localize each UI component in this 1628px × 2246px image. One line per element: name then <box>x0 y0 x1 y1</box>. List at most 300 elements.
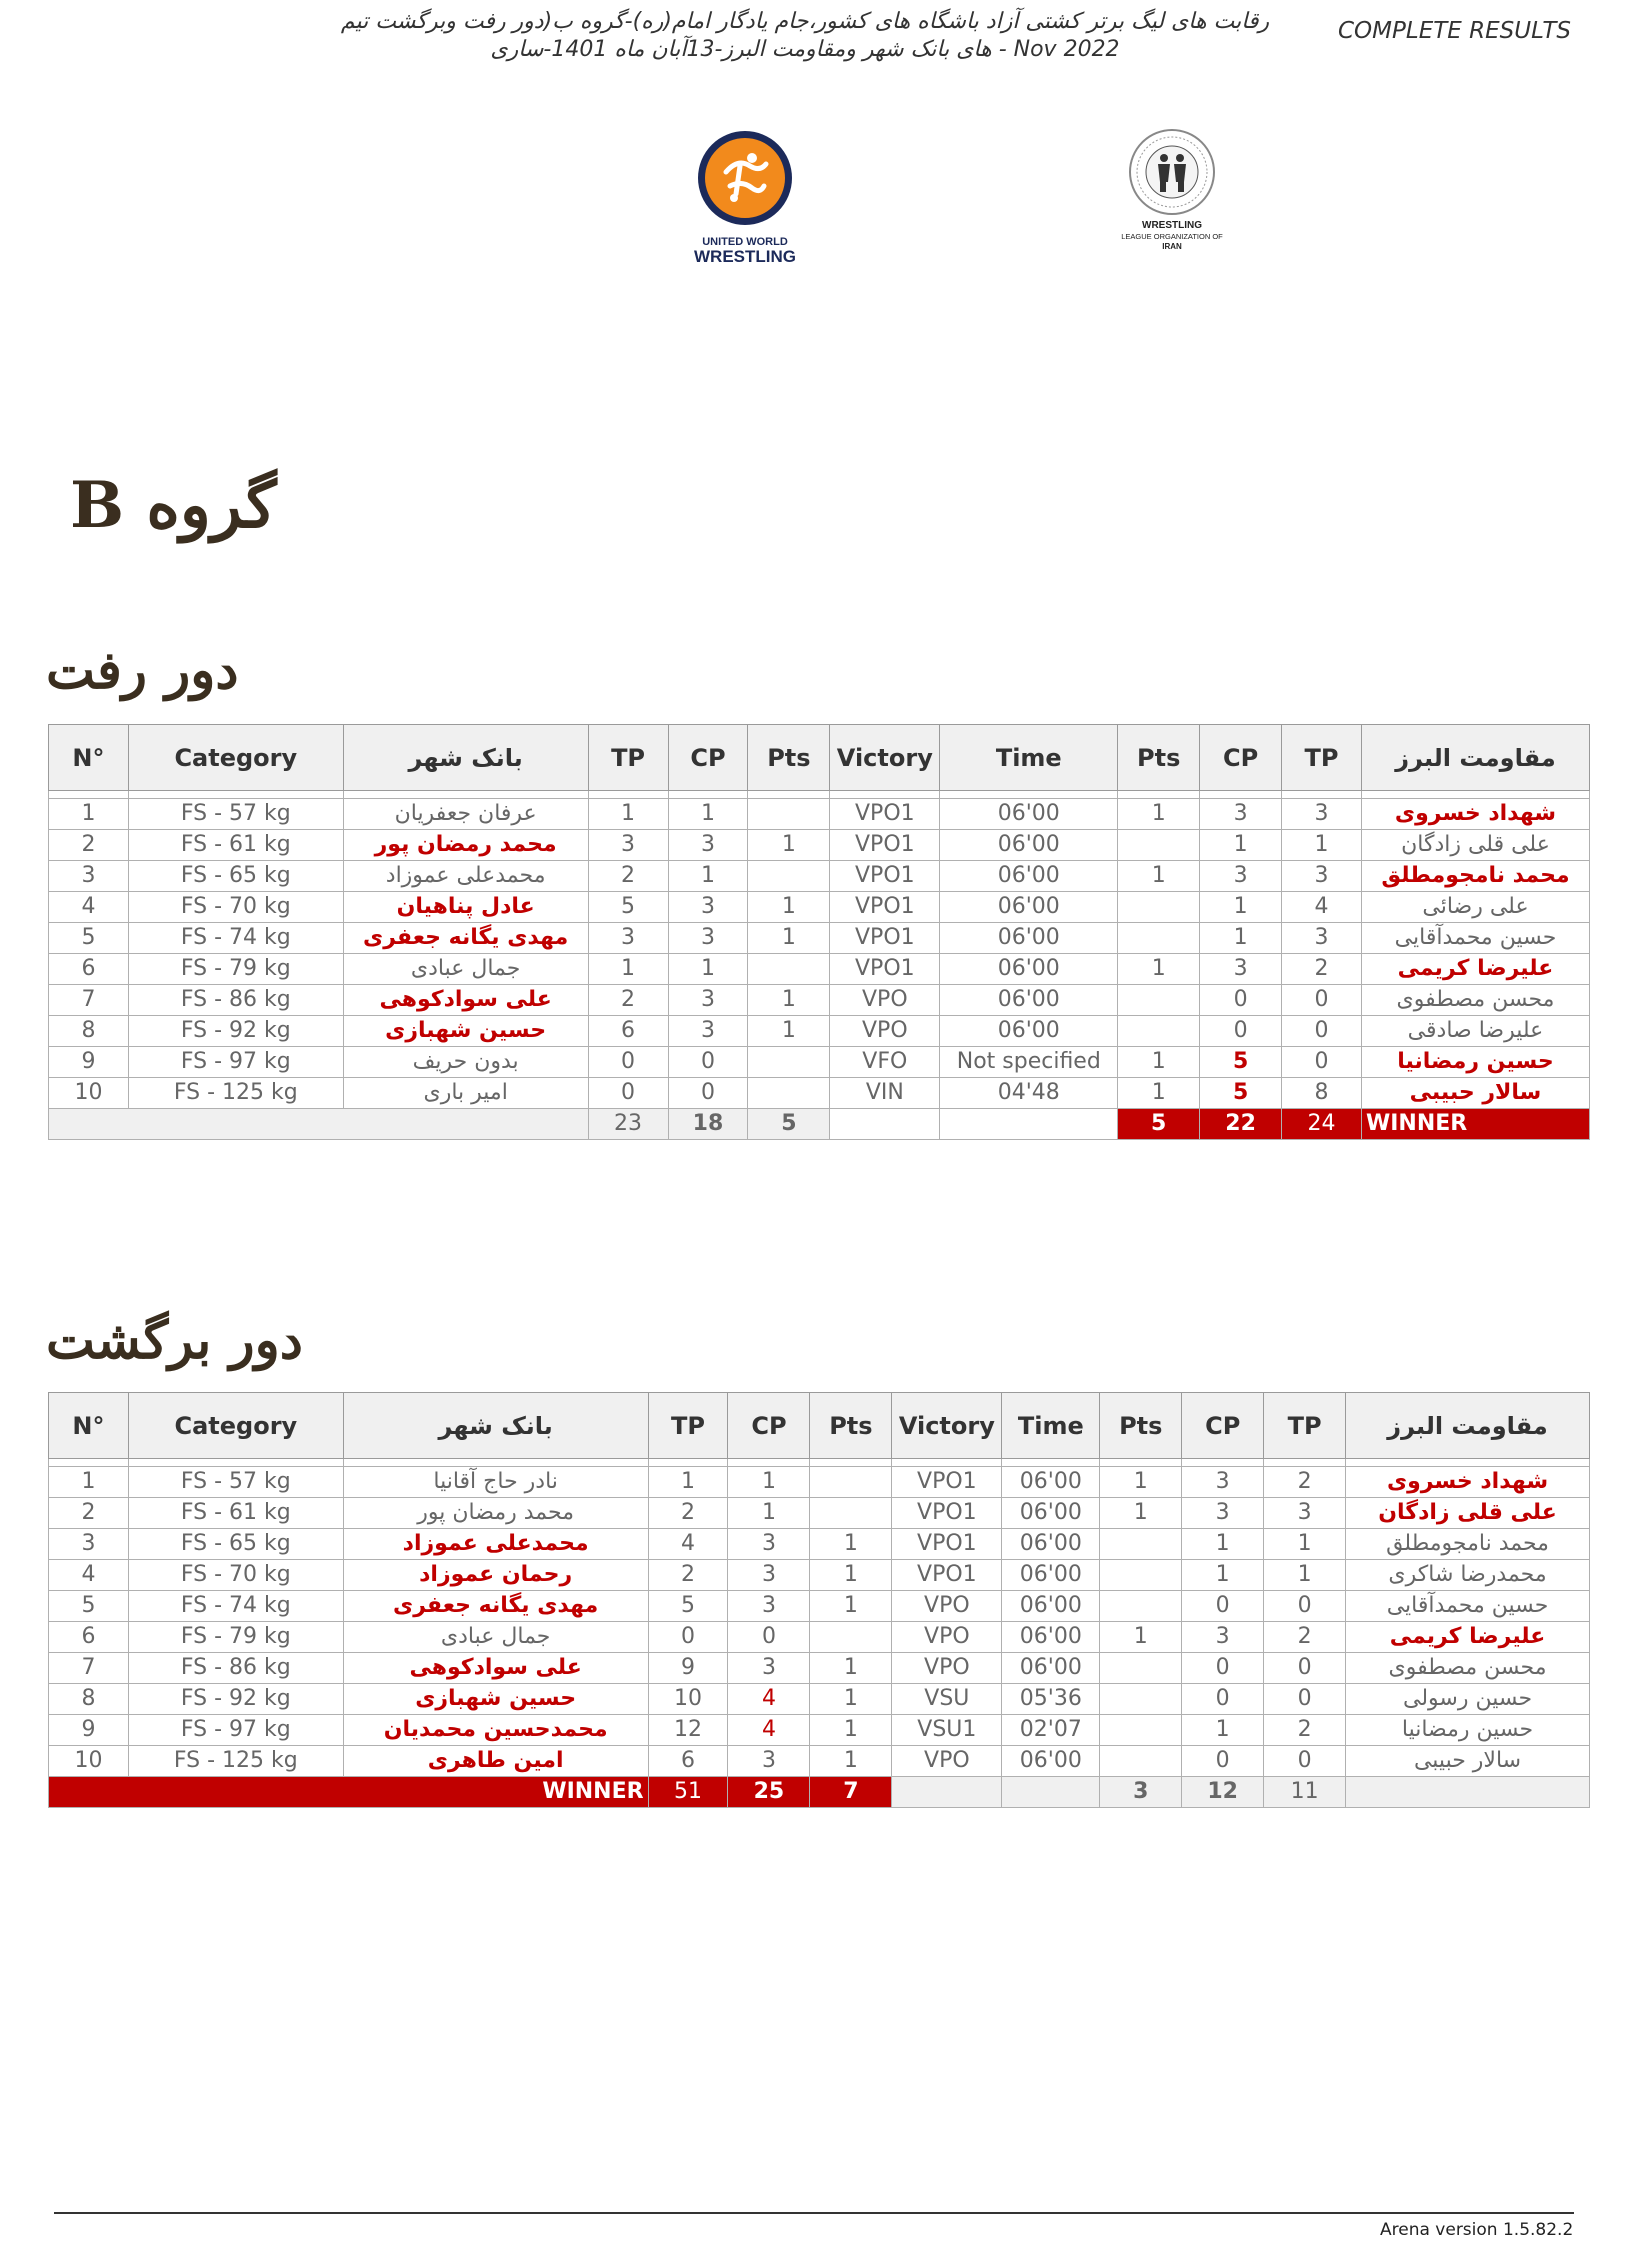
header-spacer <box>49 791 1590 799</box>
team-b-pts: 1 <box>1118 954 1200 985</box>
bout-number: 6 <box>49 1622 129 1653</box>
col-header-category: Category <box>128 1393 343 1459</box>
weight-category: FS - 92 kg <box>128 1016 343 1047</box>
weight-category: FS - 65 kg <box>128 1529 343 1560</box>
col-header-team-b-cp: CP <box>1200 725 1282 791</box>
col-header-team-a-tp: TP <box>588 725 668 791</box>
victory-type: VFO <box>830 1047 940 1078</box>
table-row <box>49 1653 1590 1684</box>
wl-logo-line3: IRAN <box>1162 242 1182 251</box>
team-b-cp: 3 <box>1200 861 1282 892</box>
team-b-tp: 0 <box>1264 1653 1346 1684</box>
table-row <box>49 1529 1590 1560</box>
team-b-wrestler: شهداد خسروی <box>1346 1467 1590 1498</box>
team-b-pts <box>1100 1591 1182 1622</box>
team-b-pts <box>1118 892 1200 923</box>
bout-time: 06'00 <box>1002 1529 1100 1560</box>
bout-number: 10 <box>49 1746 129 1777</box>
team-a-pts <box>748 1047 830 1078</box>
footer-version: Arena version 1.5.82.2 <box>1380 2220 1574 2240</box>
team-b-pts: 1 <box>1100 1498 1182 1529</box>
team-b-wrestler: حسین رسولی <box>1346 1684 1590 1715</box>
team-a-tp: 10 <box>648 1684 728 1715</box>
bout-number: 2 <box>49 1498 129 1529</box>
uww-logo <box>690 128 800 278</box>
bout-number: 4 <box>49 892 129 923</box>
team-a-cp: 3 <box>728 1746 810 1777</box>
col-header-team-b-tp: TP <box>1264 1393 1346 1459</box>
team-a-pts <box>810 1467 892 1498</box>
team-a-cp: 1 <box>668 861 748 892</box>
bout-time: 06'00 <box>940 799 1118 830</box>
total-spacer-time <box>1002 1777 1100 1808</box>
team-a-pts: 1 <box>810 1715 892 1746</box>
victory-type: VSU1 <box>892 1715 1002 1746</box>
team-a-cp: 3 <box>668 1016 748 1047</box>
victory-type: VPO <box>830 985 940 1016</box>
team-b-pts <box>1100 1684 1182 1715</box>
team-a-pts <box>748 954 830 985</box>
col-header-number: N° <box>49 725 129 791</box>
team-a-cp: 4 <box>728 1715 810 1746</box>
team-b-cp: 1 <box>1182 1529 1264 1560</box>
results-table-round-1 <box>48 724 1590 1140</box>
weight-category: FS - 74 kg <box>128 923 343 954</box>
bout-number: 4 <box>49 1560 129 1591</box>
bout-number: 7 <box>49 1653 129 1684</box>
bout-time: 06'00 <box>940 892 1118 923</box>
team-a-wrestler: محمد رمضان پور <box>343 1498 648 1529</box>
team-a-wrestler: امیر باری <box>343 1078 588 1109</box>
team-a-pts <box>810 1498 892 1529</box>
team-a-wrestler: علی سوادکوهی <box>343 985 588 1016</box>
round-1-title: دور رفت <box>46 640 239 701</box>
total-spacer-victory <box>892 1777 1002 1808</box>
team-b-tp: 0 <box>1264 1684 1346 1715</box>
team-b-pts <box>1100 1529 1182 1560</box>
team-a-tp: 5 <box>648 1591 728 1622</box>
bout-time: 06'00 <box>1002 1746 1100 1777</box>
weight-category: FS - 86 kg <box>128 985 343 1016</box>
table-row <box>49 954 1590 985</box>
team-a-tp: 12 <box>648 1715 728 1746</box>
team-b-tp: 1 <box>1282 830 1362 861</box>
group-title: گروه B <box>70 468 277 543</box>
bout-number: 8 <box>49 1016 129 1047</box>
team-b-cp: 0 <box>1182 1684 1264 1715</box>
team-b-total-tp: 24 <box>1282 1109 1362 1140</box>
team-a-cp: 3 <box>668 923 748 954</box>
table-row <box>49 1016 1590 1047</box>
team-a-pts <box>810 1622 892 1653</box>
weight-category: FS - 74 kg <box>128 1591 343 1622</box>
team-a-wrestler: رحمان عموزاد <box>343 1560 648 1591</box>
table-row <box>49 1498 1590 1529</box>
col-header-team-a-cp: CP <box>728 1393 810 1459</box>
victory-type: VPO1 <box>892 1467 1002 1498</box>
total-spacer-team-b <box>1346 1777 1590 1808</box>
team-a-wrestler: عادل پناهیان <box>343 892 588 923</box>
team-b-total-tp: 11 <box>1264 1777 1346 1808</box>
team-a-tp: 3 <box>588 923 668 954</box>
table-row <box>49 1715 1590 1746</box>
bout-number: 3 <box>49 861 129 892</box>
team-a-pts: 1 <box>810 1746 892 1777</box>
table-row <box>49 1684 1590 1715</box>
team-a-pts: 1 <box>810 1560 892 1591</box>
team-a-pts: 1 <box>748 1016 830 1047</box>
document-title <box>290 8 1320 64</box>
results-table-round-2 <box>48 1392 1590 1808</box>
team-b-wrestler: علی قلی زادگان <box>1361 830 1589 861</box>
wl-logo-line1: WRESTLING <box>1142 220 1202 231</box>
bout-time: 06'00 <box>1002 1653 1100 1684</box>
team-a-total-pts: 7 <box>810 1777 892 1808</box>
table-row <box>49 1560 1590 1591</box>
table-row <box>49 1746 1590 1777</box>
col-header-team-a-pts: Pts <box>748 725 830 791</box>
team-b-pts: 1 <box>1100 1467 1182 1498</box>
col-header-victory: Victory <box>892 1393 1002 1459</box>
col-header-team-a-tp: TP <box>648 1393 728 1459</box>
uww-logo-line1: UNITED WORLD <box>702 236 788 248</box>
team-b-pts: 1 <box>1118 1047 1200 1078</box>
team-b-wrestler: علی رضائی <box>1361 892 1589 923</box>
totals-row <box>49 1777 1590 1808</box>
victory-type: VPO1 <box>830 830 940 861</box>
bout-time: 06'00 <box>940 985 1118 1016</box>
team-b-tp: 0 <box>1264 1746 1346 1777</box>
victory-type: VPO1 <box>830 954 940 985</box>
bout-time: 06'00 <box>1002 1560 1100 1591</box>
team-a-wrestler: عرفان جعفریان <box>343 799 588 830</box>
table-row <box>49 1591 1590 1622</box>
bout-time: 06'00 <box>1002 1622 1100 1653</box>
team-a-cp: 0 <box>668 1078 748 1109</box>
table-row <box>49 799 1590 830</box>
col-header-team-b-cp: CP <box>1182 1393 1264 1459</box>
bout-time: 06'00 <box>940 830 1118 861</box>
complete-results-label: COMPLETE RESULTS <box>1338 18 1571 44</box>
team-b-pts <box>1118 1016 1200 1047</box>
wrestling-league-iran-logo <box>1102 120 1242 255</box>
bout-number: 9 <box>49 1715 129 1746</box>
weight-category: FS - 70 kg <box>128 892 343 923</box>
team-b-wrestler: محمد نامجومطلق <box>1361 861 1589 892</box>
team-a-pts: 1 <box>748 830 830 861</box>
team-a-pts: 1 <box>748 892 830 923</box>
team-a-cp: 3 <box>728 1560 810 1591</box>
team-a-cp: 1 <box>668 954 748 985</box>
team-b-pts <box>1100 1715 1182 1746</box>
team-b-wrestler: محمدرضا شاکری <box>1346 1560 1590 1591</box>
weight-category: FS - 61 kg <box>128 830 343 861</box>
team-a-cp: 3 <box>668 985 748 1016</box>
col-header-time: Time <box>1002 1393 1100 1459</box>
team-a-tp: 2 <box>648 1560 728 1591</box>
team-a-tp: 1 <box>648 1467 728 1498</box>
bout-number: 5 <box>49 923 129 954</box>
team-a-pts: 1 <box>810 1684 892 1715</box>
team-b-pts <box>1118 830 1200 861</box>
bout-time: 02'07 <box>1002 1715 1100 1746</box>
header-spacer <box>49 1459 1590 1467</box>
team-a-pts: 1 <box>810 1591 892 1622</box>
team-b-wrestler: سالار حبیبی <box>1346 1746 1590 1777</box>
team-b-wrestler: حسین محمدآقایی <box>1361 923 1589 954</box>
team-a-pts <box>748 799 830 830</box>
team-a-cp: 0 <box>728 1622 810 1653</box>
team-b-cp: 1 <box>1200 830 1282 861</box>
team-b-wrestler: علیرضا صادقی <box>1361 1016 1589 1047</box>
team-b-cp: 5 <box>1200 1078 1282 1109</box>
uww-logo-line2: WRESTLING <box>694 247 796 266</box>
team-a-tp: 2 <box>588 985 668 1016</box>
team-a-pts: 1 <box>810 1529 892 1560</box>
victory-type: VPO <box>892 1591 1002 1622</box>
weight-category: FS - 79 kg <box>128 1622 343 1653</box>
team-b-cp: 0 <box>1182 1591 1264 1622</box>
team-a-pts: 1 <box>748 985 830 1016</box>
col-header-team-b-pts: Pts <box>1118 725 1200 791</box>
table-row <box>49 985 1590 1016</box>
team-b-tp: 2 <box>1282 954 1362 985</box>
team-b-tp: 2 <box>1264 1467 1346 1498</box>
team-b-pts <box>1100 1560 1182 1591</box>
team-a-tp: 3 <box>588 830 668 861</box>
victory-type: VPO <box>892 1653 1002 1684</box>
team-a-cp: 3 <box>728 1529 810 1560</box>
table-header-row <box>49 1393 1590 1459</box>
team-a-total-cp: 25 <box>728 1777 810 1808</box>
bout-number: 5 <box>49 1591 129 1622</box>
team-b-pts <box>1100 1746 1182 1777</box>
team-b-pts: 1 <box>1118 1078 1200 1109</box>
team-b-tp: 1 <box>1264 1560 1346 1591</box>
team-a-cp: 4 <box>728 1684 810 1715</box>
team-a-pts <box>748 1078 830 1109</box>
team-b-wrestler: حسین رمضانیا <box>1346 1715 1590 1746</box>
weight-category: FS - 65 kg <box>128 861 343 892</box>
team-a-tp: 2 <box>588 861 668 892</box>
bout-number: 1 <box>49 1467 129 1498</box>
bout-time: Not specified <box>940 1047 1118 1078</box>
col-header-time: Time <box>940 725 1118 791</box>
victory-type: VPO1 <box>892 1529 1002 1560</box>
team-a-total-tp: 51 <box>648 1777 728 1808</box>
bout-number: 1 <box>49 799 129 830</box>
title-line-2: Nov 2022 - های بانک شهر ومقاومت البرز-13آبان ماه 1401-ساری <box>490 37 1120 62</box>
victory-type: VPO <box>892 1622 1002 1653</box>
team-b-tp: 1 <box>1264 1529 1346 1560</box>
table-row <box>49 1078 1590 1109</box>
col-header-team-a-pts: Pts <box>810 1393 892 1459</box>
weight-category: FS - 61 kg <box>128 1498 343 1529</box>
total-spacer-team-a <box>49 1109 589 1140</box>
team-a-wrestler: امین طاهری <box>343 1746 648 1777</box>
team-a-wrestler: محمدحسین محمدیان <box>343 1715 648 1746</box>
total-spacer-victory <box>830 1109 940 1140</box>
bout-time: 06'00 <box>1002 1498 1100 1529</box>
team-b-cp: 0 <box>1182 1746 1264 1777</box>
weight-category: FS - 70 kg <box>128 1560 343 1591</box>
team-a-tp: 2 <box>648 1498 728 1529</box>
team-b-pts: 1 <box>1118 799 1200 830</box>
team-b-total-pts: 3 <box>1100 1777 1182 1808</box>
weight-category: FS - 125 kg <box>128 1746 343 1777</box>
col-header-team-a: بانک شهر <box>343 725 588 791</box>
team-b-tp: 0 <box>1282 1016 1362 1047</box>
team-a-wrestler: علی سوادکوهی <box>343 1653 648 1684</box>
team-a-pts: 1 <box>810 1653 892 1684</box>
team-a-wrestler: نادر حاج آقانیا <box>343 1467 648 1498</box>
team-a-pts <box>748 861 830 892</box>
team-b-total-pts: 5 <box>1118 1109 1200 1140</box>
team-b-cp: 0 <box>1200 985 1282 1016</box>
team-b-tp: 4 <box>1282 892 1362 923</box>
col-header-team-b: مقاومت البرز <box>1361 725 1589 791</box>
bout-number: 9 <box>49 1047 129 1078</box>
team-b-pts <box>1118 923 1200 954</box>
team-a-wrestler: جمال عبادی <box>343 954 588 985</box>
team-b-total-cp: 12 <box>1182 1777 1264 1808</box>
weight-category: FS - 79 kg <box>128 954 343 985</box>
team-a-tp: 6 <box>588 1016 668 1047</box>
bout-time: 06'00 <box>940 1016 1118 1047</box>
bout-number: 6 <box>49 954 129 985</box>
table-header-row <box>49 725 1590 791</box>
victory-type: VIN <box>830 1078 940 1109</box>
team-b-tp: 3 <box>1282 923 1362 954</box>
col-header-victory: Victory <box>830 725 940 791</box>
team-a-tp: 5 <box>588 892 668 923</box>
team-a-tp: 0 <box>588 1047 668 1078</box>
team-b-wrestler: محسن مصطفوی <box>1361 985 1589 1016</box>
team-a-tp: 0 <box>588 1078 668 1109</box>
victory-type: VPO1 <box>830 861 940 892</box>
team-a-wrestler: بدون حریف <box>343 1047 588 1078</box>
team-b-tp: 0 <box>1264 1591 1346 1622</box>
table-row <box>49 1467 1590 1498</box>
victory-type: VPO1 <box>830 799 940 830</box>
weight-category: FS - 57 kg <box>128 799 343 830</box>
victory-type: VPO1 <box>830 892 940 923</box>
bout-number: 3 <box>49 1529 129 1560</box>
victory-type: VPO <box>830 1016 940 1047</box>
weight-category: FS - 86 kg <box>128 1653 343 1684</box>
team-b-wrestler: حسین محمدآقایی <box>1346 1591 1590 1622</box>
team-a-tp: 0 <box>648 1622 728 1653</box>
team-b-pts <box>1100 1653 1182 1684</box>
team-a-tp: 4 <box>648 1529 728 1560</box>
team-a-wrestler: حسین شهبازی <box>343 1684 648 1715</box>
team-b-pts <box>1118 985 1200 1016</box>
bout-number: 8 <box>49 1684 129 1715</box>
col-header-team-b-tp: TP <box>1282 725 1362 791</box>
table-row <box>49 830 1590 861</box>
bout-time: 06'00 <box>1002 1467 1100 1498</box>
bout-time: 05'36 <box>1002 1684 1100 1715</box>
team-b-cp: 1 <box>1182 1715 1264 1746</box>
col-header-category: Category <box>128 725 343 791</box>
col-header-team-b: مقاومت البرز <box>1346 1393 1590 1459</box>
bout-time: 06'00 <box>1002 1591 1100 1622</box>
team-a-wrestler: مهدی یگانه جعفری <box>343 1591 648 1622</box>
team-a-total-cp: 18 <box>668 1109 748 1140</box>
team-b-tp: 3 <box>1264 1498 1346 1529</box>
team-b-cp: 3 <box>1182 1622 1264 1653</box>
team-a-tp: 1 <box>588 954 668 985</box>
team-b-cp: 5 <box>1200 1047 1282 1078</box>
team-a-cp: 1 <box>728 1498 810 1529</box>
bout-time: 06'00 <box>940 861 1118 892</box>
weight-category: FS - 92 kg <box>128 1684 343 1715</box>
team-b-cp: 3 <box>1200 799 1282 830</box>
team-a-pts: 1 <box>748 923 830 954</box>
victory-type: VPO <box>892 1746 1002 1777</box>
team-b-wrestler: علیرضا کریمی <box>1361 954 1589 985</box>
table-row <box>49 861 1590 892</box>
weight-category: FS - 97 kg <box>128 1047 343 1078</box>
team-a-tp: 9 <box>648 1653 728 1684</box>
team-a-wrestler: جمال عبادی <box>343 1622 648 1653</box>
team-a-wrestler: محمد رمضان پور <box>343 830 588 861</box>
footer-divider <box>54 2212 1574 2214</box>
team-a-cp: 0 <box>668 1047 748 1078</box>
team-b-cp: 3 <box>1200 954 1282 985</box>
bout-number: 2 <box>49 830 129 861</box>
team-b-wrestler: علیرضا کریمی <box>1346 1622 1590 1653</box>
team-b-tp: 0 <box>1282 985 1362 1016</box>
team-a-cp: 3 <box>728 1591 810 1622</box>
team-a-tp: 6 <box>648 1746 728 1777</box>
team-b-cp: 0 <box>1200 1016 1282 1047</box>
team-a-cp: 1 <box>668 799 748 830</box>
team-b-tp: 3 <box>1282 861 1362 892</box>
wl-logo-line2: LEAGUE ORGANIZATION OF <box>1121 232 1223 241</box>
bout-number: 10 <box>49 1078 129 1109</box>
team-b-wrestler: محسن مصطفوی <box>1346 1653 1590 1684</box>
team-b-cp: 1 <box>1182 1560 1264 1591</box>
bout-time: 06'00 <box>940 954 1118 985</box>
team-a-wrestler: محمدعلی عموزاد <box>343 1529 648 1560</box>
total-spacer-time <box>940 1109 1118 1140</box>
table-row <box>49 1047 1590 1078</box>
team-a-total-tp: 23 <box>588 1109 668 1140</box>
team-b-wrestler: محمد نامجومطلق <box>1346 1529 1590 1560</box>
team-a-wrestler: حسین شهبازی <box>343 1016 588 1047</box>
team-a-tp: 1 <box>588 799 668 830</box>
team-b-cp: 0 <box>1182 1653 1264 1684</box>
totals-row <box>49 1109 1590 1140</box>
table-row <box>49 923 1590 954</box>
table-row <box>49 1622 1590 1653</box>
team-b-tp: 0 <box>1282 1047 1362 1078</box>
team-a-wrestler: مهدی یگانه جعفری <box>343 923 588 954</box>
team-a-total-pts: 5 <box>748 1109 830 1140</box>
bout-time: 06'00 <box>940 923 1118 954</box>
weight-category: FS - 57 kg <box>128 1467 343 1498</box>
team-b-wrestler: شهداد خسروی <box>1361 799 1589 830</box>
col-header-number: N° <box>49 1393 129 1459</box>
team-a-wrestler: محمدعلی عموزاد <box>343 861 588 892</box>
bout-number: 7 <box>49 985 129 1016</box>
team-b-cp: 3 <box>1182 1467 1264 1498</box>
col-header-team-b-pts: Pts <box>1100 1393 1182 1459</box>
victory-type: VSU <box>892 1684 1002 1715</box>
title-line-1: رقابت های لیگ برتر کشتی آزاد باشگاه های کشور،جام یادگار امام(ره)-گروه ب(دور رفت وبرگشت تیم <box>340 9 1270 34</box>
weight-category: FS - 97 kg <box>128 1715 343 1746</box>
